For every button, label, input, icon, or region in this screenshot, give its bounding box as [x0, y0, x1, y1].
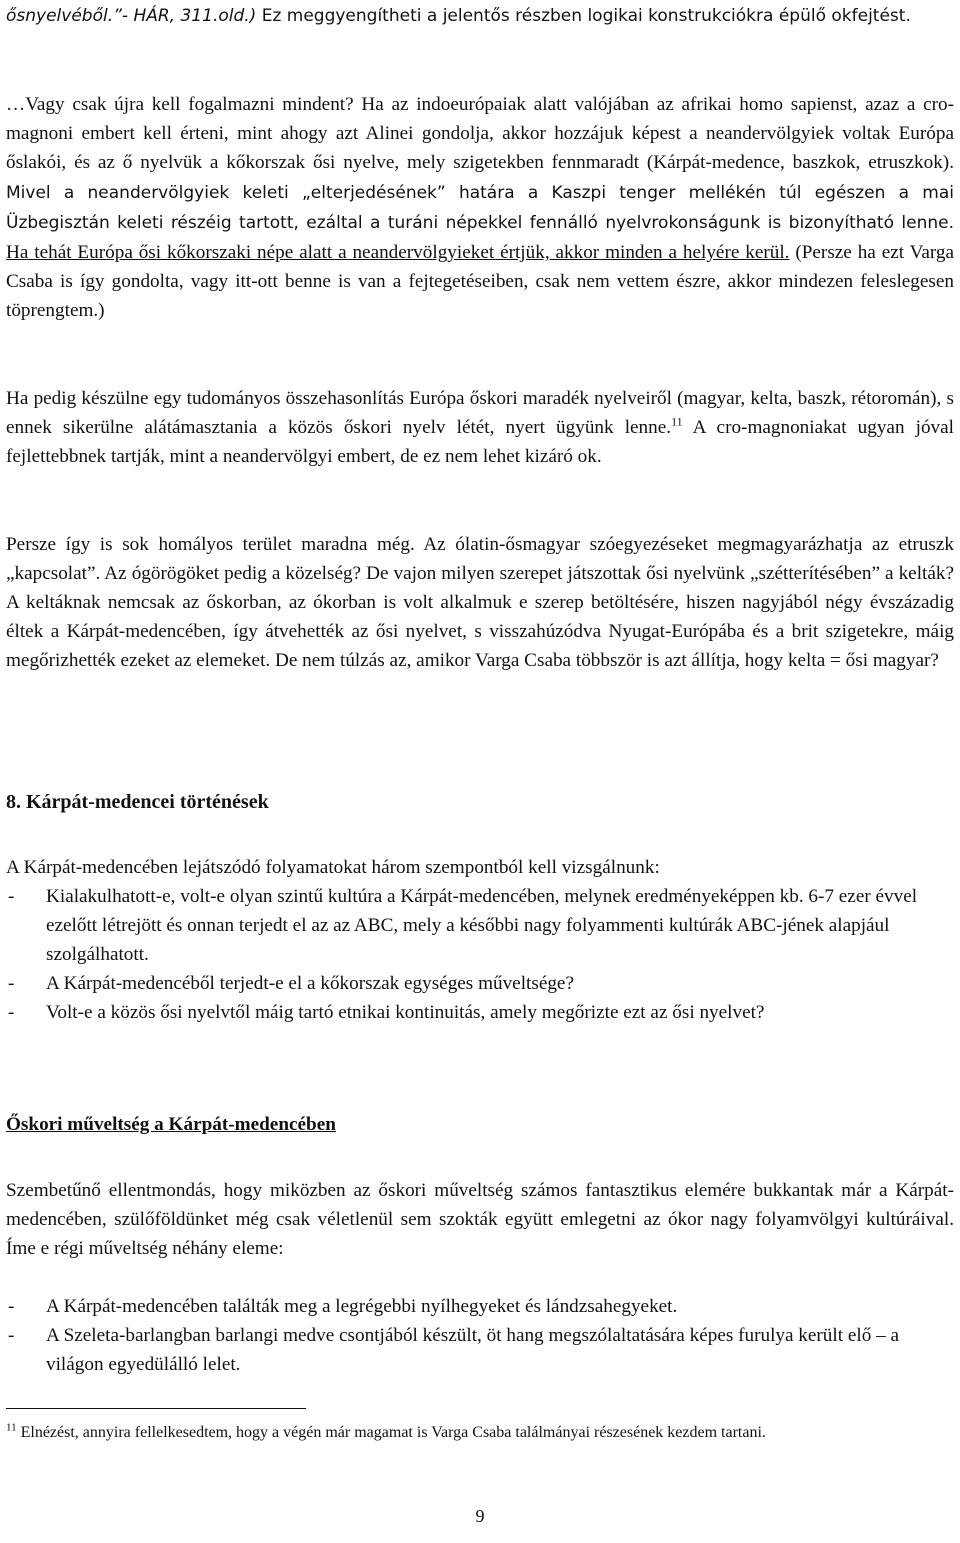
dash-bullet: - — [8, 1325, 15, 1346]
list-item: - Volt-e a közös ősi nyelvtől máig tartó etnikai kontinuitás, amely megőrizte ezt az ősi nyelvet? — [6, 998, 954, 1027]
paragraph-text: …Vagy csak újra kell fogalmazni mindent? Ha az indoeurópaiak alatt valójában az afrikai homo sapienst, azaz a cro-magnoni embert kell érteni, mint ahogy azt Alinei gondolja, akkor hozzájuk képest a neandervölgyiek voltak Európa őslakói, és az ő nyelvük a kőkorszak ősi nyelve, mely szigetekben fennmaradt (Kárpát-medence, baszkok, etruszkok). — [6, 94, 954, 173]
paragraph-text: (Persze ha ezt Varga Csaba is így gondolta, vagy itt-ott benne is van a fejtegetéseiben, csak nem vettem észre, akkor mindezen feleslegesen töprengtem.) — [6, 242, 954, 321]
dash-bullet: - — [8, 973, 15, 994]
footnote-reference[interactable]: 11 — [671, 414, 683, 429]
subsection-paragraph: Szembetűnő ellentmondás, hogy miközben az őskori műveltség számos fantasztikus elemére bukkantak már a Kárpát-medencében, szülőföldünket még csak véletlenül sem szokták együtt emlegetni az ókor nagy folyamvölgyi kultúráival. Íme e régi műveltség néhány eleme: — [6, 1180, 954, 1259]
subsection-heading: Őskori műveltség a Kárpát-medencében — [6, 1114, 336, 1135]
dash-bullet: - — [8, 1002, 15, 1023]
list-item: - A Szeleta-barlangban barlangi medve csontjából készült, öt hang megszólaltatására képes furulya került elő – a világon egyedülálló lelet. — [6, 1321, 954, 1379]
paragraph-continuation — [6, 2, 954, 31]
footnote-separator — [6, 1408, 306, 1409]
list-item: - A Kárpát-medencéből terjedt-e el a kőkorszak egységes műveltsége? — [6, 969, 954, 998]
footnote — [6, 1421, 954, 1445]
list-item: - A Kárpát-medencében találták meg a legrégebbi nyílhegyeket és lándzsahegyeket. — [6, 1292, 954, 1321]
paragraph-text: Ha pedig készülne egy tudományos összehasonlítás Európa őskori maradék nyelveiről (magyar, kelta, baszk, rétoromán), s ennek sikerülne alátámasztania a közös őskori nyelv létét, nyert ügyünk lenne. — [6, 388, 954, 438]
dash-bullet: - — [8, 886, 15, 907]
dash-bullet: - — [8, 1296, 15, 1317]
underlined-sentence: Ha tehát Európa ősi kőkorszaki népe alatt a neandervölgyieket értjük, akkor minden a helyére kerül. — [6, 242, 790, 263]
paragraph-text: A cro-magnoniakat ugyan jóval fejlettebbnek tartják, mint a neandervölgyi embert, de ez nem lehet kizáró ok. — [6, 417, 954, 467]
paragraph-text-sans: Mivel a neandervölgyiek keleti „elterjedésének” határa a Kaszpi tenger mellékén túl egészen a mai Üzbegisztán keleti részéig tartott, ezáltal a turáni népekkel fennálló nyelvrokonságunk is bizonyítható lenne. — [6, 183, 954, 233]
paragraph-comparison — [6, 384, 954, 471]
source-reference: ősnyelvéből.”- HÁR, 311.old.) — [6, 6, 257, 26]
list-item: - Kialakulhatott-e, volt-e olyan szintű kultúra a Kárpát-medencében, melynek eredményeképpen kb. 6-7 ezer évvel ezelőtt létrejött és onnan terjedt el az az ABC, mely a későbbi nagy folyammenti kultúrák ABC-jének alapjául szolgálhatott. — [6, 882, 954, 969]
paragraph-text: Ez meggyengítheti a jelentős részben logikai konstrukciókra épülő okfejtést. — [256, 6, 911, 26]
footnote-number: 11 — [6, 1421, 17, 1434]
paragraph-indoeuropean — [6, 90, 954, 325]
elements-list — [6, 1292, 954, 1379]
criteria-list — [6, 882, 954, 1027]
footnote-text: Elnézést, annyira fellelkesedtem, hogy a végén már magamat is Varga Csaba találmányai részesének kezdem tartani. — [16, 1424, 766, 1441]
section-heading: 8. Kárpát-medencei történések — [6, 791, 269, 813]
paragraph-celts: Persze így is sok homályos terület maradna még. Az ólatin-ősmagyar szóegyezéseket megmagyarázhatja az etruszk „kapcsolat”. Az ógörögöket pedig a közelség? De vajon milyen szerepet játszottak ősi nyelvünk „szétterítésében” a kelták? A keltáknak nemcsak az őskorban, az ókorban is volt alkalmuk e szerep betöltésére, hiszen nagyjából négy évszázadig éltek a Kárpát-medencében, így átvehették az ősi nyelvet, s visszahúzódva Nyugat-Európába és a brit szigetekre, máig megőrizhették ezeket az elemeket. De nem túlzás az, amikor Varga Csaba többször is azt állítja, hogy kelta = ősi magyar? — [6, 534, 954, 671]
page-number: 9 — [475, 1506, 485, 1526]
section-intro: A Kárpát-medencében lejátszódó folyamatokat három szempontból kell vizsgálnunk: — [6, 857, 660, 878]
